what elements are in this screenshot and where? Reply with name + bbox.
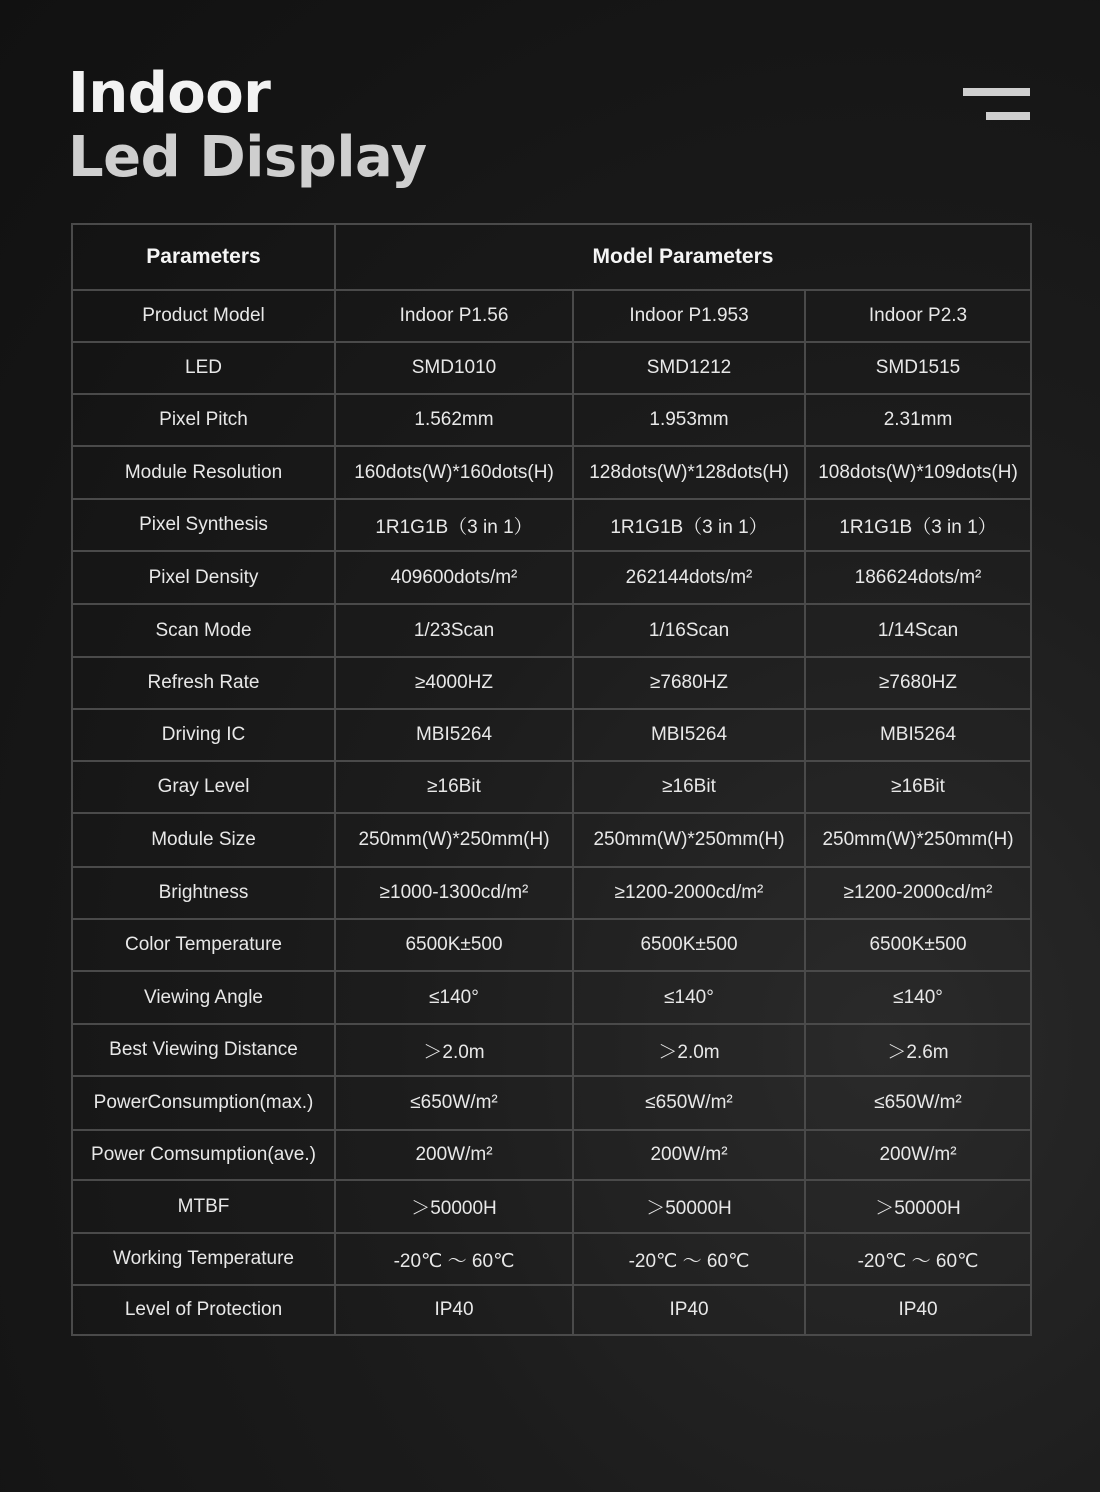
table-row — [72, 342, 1031, 394]
row-value-model-1: 409600dots/m² — [335, 551, 573, 604]
row-label: Working Temperature — [72, 1233, 335, 1285]
row-value-model-2: IP40 — [573, 1285, 805, 1335]
row-value-model-2: ＞2.0m — [573, 1024, 805, 1076]
row-value-model-2: ≤650W/m² — [573, 1076, 805, 1130]
row-value-model-3: Indoor P2.3 — [805, 290, 1031, 342]
row-label: Gray Level — [72, 761, 335, 813]
table-row — [72, 446, 1031, 499]
row-label: Level of Protection — [72, 1285, 335, 1335]
row-value-model-3: 250mm(W)*250mm(H) — [805, 813, 1031, 867]
row-value-model-1: ≥4000HZ — [335, 657, 573, 709]
row-value-model-2: ≥1200-2000cd/m² — [573, 867, 805, 919]
table-row — [72, 604, 1031, 657]
row-value-model-3: ≥16Bit — [805, 761, 1031, 813]
header-parameters: Parameters — [72, 224, 335, 290]
page-title — [68, 62, 427, 190]
row-value-model-2: 250mm(W)*250mm(H) — [573, 813, 805, 867]
row-value-model-3: 1R1G1B（3 in 1） — [805, 499, 1031, 551]
menu-icon-bar-bottom — [986, 112, 1030, 120]
row-value-model-3: IP40 — [805, 1285, 1031, 1335]
header-model-parameters: Model Parameters — [335, 224, 1031, 290]
table-row — [72, 1024, 1031, 1076]
row-value-model-3: ≥1200-2000cd/m² — [805, 867, 1031, 919]
row-value-model-1: ＞2.0m — [335, 1024, 573, 1076]
spec-table — [71, 223, 1032, 1336]
row-label: Viewing Angle — [72, 971, 335, 1024]
row-value-model-1: ≤650W/m² — [335, 1076, 573, 1130]
row-value-model-2: 6500K±500 — [573, 919, 805, 971]
row-value-model-2: 1.953mm — [573, 394, 805, 446]
row-value-model-3: ＞2.6m — [805, 1024, 1031, 1076]
table-row — [72, 1130, 1031, 1180]
row-label: Module Resolution — [72, 446, 335, 499]
row-value-model-1: MBI5264 — [335, 709, 573, 761]
title-line-1: Indoor — [68, 61, 271, 126]
row-value-model-3: ＞50000H — [805, 1180, 1031, 1233]
row-value-model-1: 1.562mm — [335, 394, 573, 446]
row-value-model-1: 1/23Scan — [335, 604, 573, 657]
table-row — [72, 394, 1031, 446]
row-value-model-1: 250mm(W)*250mm(H) — [335, 813, 573, 867]
row-value-model-1: -20℃ ～ 60℃ — [335, 1233, 573, 1285]
table-row — [72, 867, 1031, 919]
row-label: Color Temperature — [72, 919, 335, 971]
row-label: Driving IC — [72, 709, 335, 761]
row-value-model-3: 2.31mm — [805, 394, 1031, 446]
row-label: Pixel Pitch — [72, 394, 335, 446]
row-label: Brightness — [72, 867, 335, 919]
row-value-model-1: ≥1000-1300cd/m² — [335, 867, 573, 919]
table-row — [72, 813, 1031, 867]
row-value-model-2: ＞50000H — [573, 1180, 805, 1233]
table-row — [72, 499, 1031, 551]
row-label: MTBF — [72, 1180, 335, 1233]
row-value-model-2: MBI5264 — [573, 709, 805, 761]
table-row — [72, 657, 1031, 709]
row-label: Best Viewing Distance — [72, 1024, 335, 1076]
menu-icon[interactable] — [963, 88, 1030, 120]
row-value-model-1: Indoor P1.56 — [335, 290, 573, 342]
row-label: Pixel Synthesis — [72, 499, 335, 551]
row-value-model-1: ＞50000H — [335, 1180, 573, 1233]
row-label: Scan Mode — [72, 604, 335, 657]
row-value-model-3: 108dots(W)*109dots(H) — [805, 446, 1031, 499]
row-label: Module Size — [72, 813, 335, 867]
table-row — [72, 919, 1031, 971]
row-value-model-3: -20℃ ～ 60℃ — [805, 1233, 1031, 1285]
row-value-model-3: SMD1515 — [805, 342, 1031, 394]
table-row — [72, 1233, 1031, 1285]
row-value-model-2: 1R1G1B（3 in 1） — [573, 499, 805, 551]
table-row — [72, 709, 1031, 761]
row-value-model-1: ≤140° — [335, 971, 573, 1024]
menu-icon-bar-top — [963, 88, 1030, 96]
row-value-model-1: IP40 — [335, 1285, 573, 1335]
row-value-model-3: 6500K±500 — [805, 919, 1031, 971]
row-value-model-2: 128dots(W)*128dots(H) — [573, 446, 805, 499]
row-label: Refresh Rate — [72, 657, 335, 709]
row-label: PowerConsumption(max.) — [72, 1076, 335, 1130]
row-label: LED — [72, 342, 335, 394]
row-value-model-2: ≥7680HZ — [573, 657, 805, 709]
table-row — [72, 1285, 1031, 1335]
table-row — [72, 551, 1031, 604]
row-value-model-2: -20℃ ～ 60℃ — [573, 1233, 805, 1285]
row-value-model-2: 262144dots/m² — [573, 551, 805, 604]
row-value-model-2: 1/16Scan — [573, 604, 805, 657]
row-value-model-2: Indoor P1.953 — [573, 290, 805, 342]
row-label: Power Comsumption(ave.) — [72, 1130, 335, 1180]
row-value-model-1: 160dots(W)*160dots(H) — [335, 446, 573, 499]
row-value-model-3: ≤650W/m² — [805, 1076, 1031, 1130]
table-row — [72, 1180, 1031, 1233]
row-label: Product Model — [72, 290, 335, 342]
row-value-model-3: MBI5264 — [805, 709, 1031, 761]
table-row — [72, 761, 1031, 813]
row-value-model-1: 200W/m² — [335, 1130, 573, 1180]
row-value-model-1: SMD1010 — [335, 342, 573, 394]
row-value-model-2: SMD1212 — [573, 342, 805, 394]
row-value-model-2: 200W/m² — [573, 1130, 805, 1180]
table-row — [72, 971, 1031, 1024]
row-value-model-3: ≤140° — [805, 971, 1031, 1024]
row-value-model-2: ≥16Bit — [573, 761, 805, 813]
row-value-model-3: 200W/m² — [805, 1130, 1031, 1180]
row-value-model-2: ≤140° — [573, 971, 805, 1024]
title-line-2: Led Display — [68, 125, 427, 190]
row-value-model-3: ≥7680HZ — [805, 657, 1031, 709]
row-value-model-1: 6500K±500 — [335, 919, 573, 971]
row-value-model-1: 1R1G1B（3 in 1） — [335, 499, 573, 551]
row-label: Pixel Density — [72, 551, 335, 604]
row-value-model-3: 186624dots/m² — [805, 551, 1031, 604]
table-row — [72, 1076, 1031, 1130]
table-row — [72, 290, 1031, 342]
row-value-model-1: ≥16Bit — [335, 761, 573, 813]
table-header-row — [72, 224, 1031, 290]
row-value-model-3: 1/14Scan — [805, 604, 1031, 657]
